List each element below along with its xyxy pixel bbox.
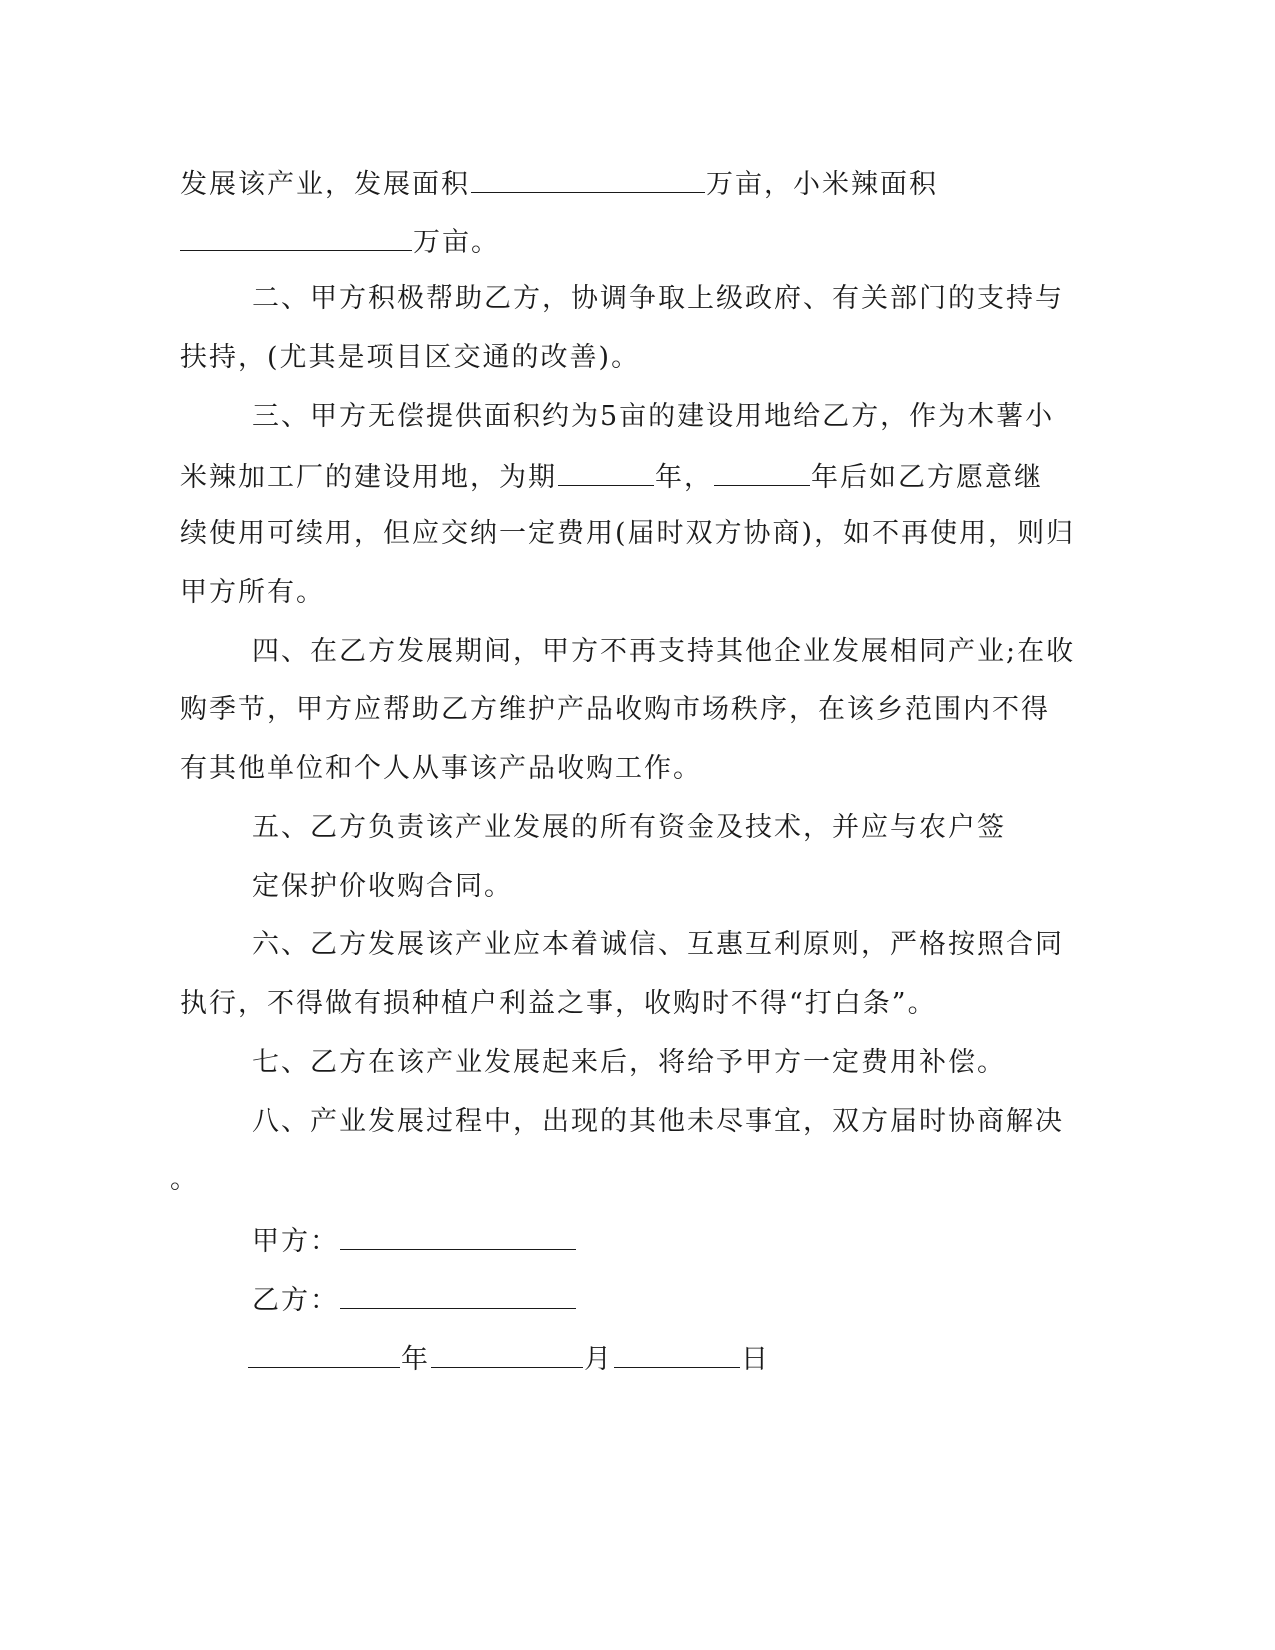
clause6-line1: 六、乙方发展该产业应本着诚信、互惠互利原则，严格按照合同	[252, 929, 1064, 960]
clause3-line2	[180, 457, 1043, 496]
clause1-line2	[180, 222, 500, 261]
clause3-line4: 甲方所有。	[180, 577, 325, 608]
clause8-line1: 八、产业发展过程中，出现的其他未尽事宜，双方届时协商解决	[252, 1106, 1064, 1137]
clause3-text-a: 米辣加工厂的建设用地，为期	[180, 462, 557, 493]
clause4-line3: 有其他单位和个人从事该产品收购工作。	[180, 753, 702, 784]
party-b-blank	[340, 1280, 576, 1309]
clause5-line1: 五、乙方负责该产业发展的所有资金及技术，并应与农户签	[252, 812, 1006, 843]
clause1-line1	[180, 164, 938, 203]
party-a-label: 甲方：	[252, 1226, 339, 1257]
month-blank	[431, 1339, 583, 1368]
clause5-line2: 定保护价收购合同。	[252, 871, 513, 902]
clause1-text-a: 发展该产业，发展面积	[180, 169, 470, 200]
clause1-text-b: 万亩，小米辣面积	[706, 169, 938, 200]
clause4-line2: 购季节，甲方应帮助乙方维护产品收购市场秩序，在该乡范围内不得	[180, 694, 1050, 725]
term-years-blank	[558, 457, 654, 486]
clause6-line2: 执行，不得做有损种植户利益之事，收购时不得“打白条”。	[180, 988, 937, 1019]
day-label: 日	[741, 1344, 770, 1375]
clause7-line1: 七、乙方在该产业发展起来后，将给予甲方一定费用补偿。	[252, 1047, 1006, 1078]
party-b-signature	[252, 1280, 577, 1319]
clause3-text-b: 年，	[655, 462, 713, 493]
clause4-line1: 四、在乙方发展期间，甲方不再支持其他企业发展相同产业;在收	[252, 636, 1076, 667]
party-a-signature	[252, 1221, 577, 1260]
area-blank	[471, 164, 705, 193]
party-a-blank	[340, 1221, 576, 1250]
clause3-line1: 三、甲方无偿提供面积约为5亩的建设用地给乙方，作为木薯小	[252, 401, 1055, 432]
party-b-label: 乙方：	[252, 1285, 339, 1316]
clause2-line2: 扶持，(尤其是项目区交通的改善)。	[180, 342, 641, 373]
clause2-line1: 二、甲方积极帮助乙方，协调争取上级政府、有关部门的支持与	[252, 283, 1064, 314]
clause8-line2: 。	[170, 1164, 199, 1195]
year-blank	[248, 1339, 400, 1368]
clause1-text-c: 万亩。	[413, 227, 500, 258]
month-label: 月	[584, 1344, 613, 1375]
pepper-area-blank	[180, 222, 412, 251]
clause3-text-c: 年后如乙方愿意继	[811, 462, 1043, 493]
renewal-years-blank	[714, 457, 810, 486]
day-blank	[614, 1339, 740, 1368]
date-line	[248, 1339, 770, 1378]
clause3-line3: 续使用可续用，但应交纳一定费用(届时双方协商)，如不再使用，则归	[180, 518, 1076, 549]
year-label: 年	[401, 1344, 430, 1375]
